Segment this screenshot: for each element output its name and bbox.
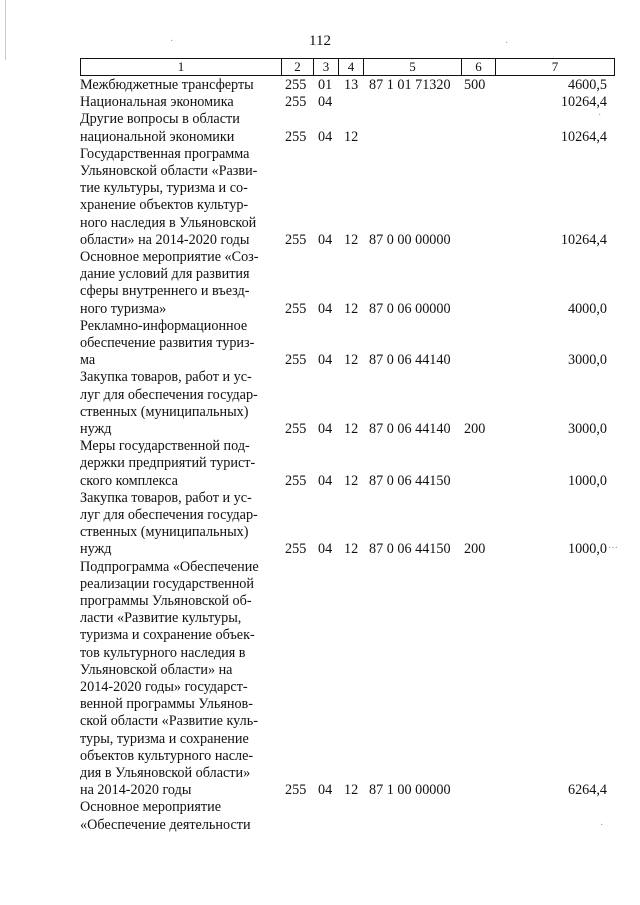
header-cell-2: 2 xyxy=(282,59,314,75)
row-description xyxy=(80,799,278,833)
description-line: национальной экономики xyxy=(80,128,235,145)
scan-edge-line xyxy=(5,0,6,60)
description-line: Закупка товаров, работ и ус- xyxy=(80,489,252,506)
description-line: Рекламно-информационное xyxy=(80,317,248,334)
cell-col-3: 04 xyxy=(318,472,333,489)
row-description xyxy=(80,94,278,111)
description-line: ской области «Развитие куль- xyxy=(80,713,258,730)
cell-col-7: 10264,4 xyxy=(560,128,607,145)
cell-col-5: 87 0 06 00000 xyxy=(369,300,451,317)
cell-col-4: 13 xyxy=(344,77,359,93)
scan-speck: · xyxy=(600,820,604,831)
row-description xyxy=(80,490,278,559)
cell-col-2: 255 xyxy=(285,231,307,248)
cell-col-3: 01 xyxy=(318,77,333,93)
description-line: дание условий для развития xyxy=(80,266,250,283)
cell-col-4: 12 xyxy=(344,541,359,558)
description-line: программы Ульяновской об- xyxy=(80,593,252,609)
row-description xyxy=(80,318,278,370)
cell-col-5: 87 1 00 00000 xyxy=(369,782,451,799)
description-line: сферы внутреннего и въезд- xyxy=(80,283,250,300)
cell-col-6: 200 xyxy=(464,541,486,558)
page-number: 112 xyxy=(309,33,331,49)
header-cell-6: 6 xyxy=(462,59,496,75)
description-line: Меры государственной под- xyxy=(80,438,250,455)
description-line: Подпрограмма «Обеспечение xyxy=(80,558,259,575)
header-cell-1: 1 xyxy=(81,59,282,75)
description-line: 2014-2020 годы» государст- xyxy=(80,679,248,696)
cell-col-7: 1000,0 xyxy=(567,541,607,558)
description-line: ственных (муниципальных) xyxy=(80,524,249,541)
description-line: «Обеспечение деятельности xyxy=(80,816,251,833)
row-description xyxy=(80,369,278,438)
cell-col-4: 12 xyxy=(344,300,359,317)
description-line: ного наследия в Ульяновской xyxy=(80,214,257,231)
cell-col-2: 255 xyxy=(285,541,307,558)
cell-col-5: 87 0 06 44140 xyxy=(369,420,451,437)
cell-col-7: 10264,4 xyxy=(560,231,607,248)
row-description xyxy=(80,146,278,249)
cell-col-3: 04 xyxy=(318,782,333,799)
cell-col-2: 255 xyxy=(285,782,307,799)
cell-col-7: 4600,5 xyxy=(567,77,607,93)
header-cell-5: 5 xyxy=(364,59,462,75)
description-line: ственных (муниципальных) xyxy=(80,403,249,420)
scan-speck: · xyxy=(598,110,602,121)
description-line: тов культурного наследия в xyxy=(80,644,246,661)
cell-col-3: 04 xyxy=(318,420,333,437)
description-line: луг для обеспечения государ- xyxy=(80,507,258,523)
description-line: Межбюджетные трансферты xyxy=(80,77,254,93)
cell-col-5: 87 1 01 71320 xyxy=(369,77,451,93)
description-line: Государственная программа xyxy=(80,145,250,162)
row-description xyxy=(80,249,278,318)
cell-col-2: 255 xyxy=(285,94,307,111)
description-line: Другие вопросы в области xyxy=(80,111,240,128)
scan-speck: … xyxy=(608,540,618,551)
cell-col-7: 4000,0 xyxy=(567,300,607,317)
header-cell-3: 3 xyxy=(314,59,339,75)
cell-col-2: 255 xyxy=(285,352,307,369)
description-line: области» на 2014-2020 годы xyxy=(80,231,250,248)
description-line: на 2014-2020 годы xyxy=(80,782,192,799)
description-line: объектов культурного насле- xyxy=(80,747,254,764)
cell-col-3: 04 xyxy=(318,300,333,317)
cell-col-4: 12 xyxy=(344,782,359,799)
description-line: реализации государственной xyxy=(80,575,254,592)
scan-speck: · xyxy=(170,36,174,47)
cell-col-5: 87 0 06 44150 xyxy=(369,472,451,489)
description-line: хранение объектов культур- xyxy=(80,197,249,214)
description-line: Основное мероприятие xyxy=(80,799,221,816)
description-line: ласти «Развитие культуры, xyxy=(80,610,242,627)
description-line: Ульяновской области «Разви- xyxy=(80,163,258,179)
cell-col-3: 04 xyxy=(318,128,333,145)
description-line: нужд xyxy=(80,541,112,558)
description-line: держки предприятий турист- xyxy=(80,455,256,472)
cell-col-7: 6264,4 xyxy=(567,782,607,799)
row-description xyxy=(80,77,278,94)
row-description xyxy=(80,559,278,800)
cell-col-6: 200 xyxy=(464,420,486,437)
description-line: Национальная экономика xyxy=(80,94,234,111)
cell-col-4: 12 xyxy=(344,128,359,145)
table-header xyxy=(80,58,615,76)
description-line: дия в Ульяновской области» xyxy=(80,765,251,782)
header-cell-7: 7 xyxy=(551,59,559,74)
cell-col-5: 87 0 06 44140 xyxy=(369,352,451,369)
description-line: луг для обеспечения государ- xyxy=(80,386,258,403)
cell-col-3: 04 xyxy=(318,231,333,248)
cell-col-7: 10264,4 xyxy=(560,94,607,111)
row-description xyxy=(80,438,278,490)
row-description xyxy=(80,111,278,145)
cell-col-3: 04 xyxy=(318,541,333,558)
cell-col-3: 04 xyxy=(318,352,333,369)
cell-col-2: 255 xyxy=(285,300,307,317)
cell-col-7: 3000,0 xyxy=(567,420,607,437)
cell-col-2: 255 xyxy=(285,420,307,437)
cell-col-4: 12 xyxy=(344,352,359,369)
description-line: обеспечение развития туриз- xyxy=(80,335,255,351)
cell-col-2: 255 xyxy=(285,472,307,489)
description-line: ного туризма» xyxy=(80,300,167,317)
cell-col-5: 87 0 06 44150 xyxy=(369,541,451,558)
cell-col-7: 1000,0 xyxy=(567,472,607,489)
cell-col-7: 3000,0 xyxy=(567,352,607,369)
cell-col-4: 12 xyxy=(344,472,359,489)
description-line: тие культуры, туризма и со- xyxy=(80,180,248,197)
description-line: ского комплекса xyxy=(80,472,178,489)
cell-col-2: 255 xyxy=(285,128,307,145)
description-line: Основное мероприятие «Соз- xyxy=(80,249,259,265)
cell-col-4: 12 xyxy=(344,231,359,248)
header-cell-4: 4 xyxy=(339,59,364,75)
description-line: нужд xyxy=(80,421,112,437)
description-line: венной программы Ульянов- xyxy=(80,696,253,713)
description-line: Закупка товаров, работ и ус- xyxy=(80,369,252,386)
description-line: ма xyxy=(80,352,96,369)
description-line: туризма и сохранение объек- xyxy=(80,627,255,644)
cell-col-3: 04 xyxy=(318,94,333,111)
description-line: туры, туризма и сохранение xyxy=(80,730,249,747)
scan-speck: · xyxy=(505,38,509,49)
cell-col-4: 12 xyxy=(344,420,359,437)
cell-col-5: 87 0 00 00000 xyxy=(369,231,451,248)
cell-col-6: 500 xyxy=(464,77,486,93)
cell-col-2: 255 xyxy=(285,77,307,93)
description-line: Ульяновской области» на xyxy=(80,661,233,678)
